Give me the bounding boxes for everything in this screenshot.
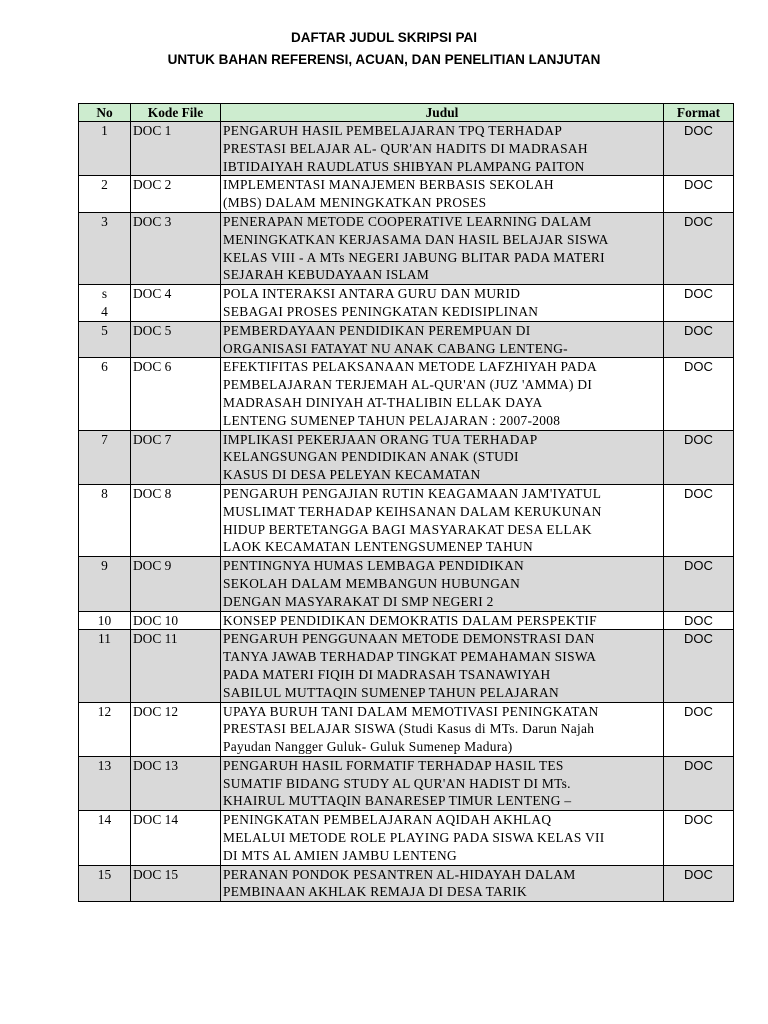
cell-kode: DOC 13 <box>131 756 221 810</box>
cell-judul: IMPLEMENTASI MANAJEMEN BERBASIS SEKOLAH (MBS) DALAM MENINGKATKAN PROSES <box>221 176 664 213</box>
cell-judul: UPAYA BURUH TANI DALAM MEMOTIVASI PENINGKATAN PRESTASI BELAJAR SISWA (Studi Kasus di MTs. Darun Najah Payudan Nangger Guluk- Guluk Sumenep Madura) <box>221 702 664 756</box>
cell-no: 3 <box>79 212 131 284</box>
cell-no: 10 <box>79 611 131 630</box>
cell-judul: PENGARUH HASIL PEMBELAJARAN TPQ TERHADAP PRESTASI BELAJAR AL- QUR'AN HADITS DI MADRASAH IBTIDAIYAH RAUDLATUS SHIBYAN PLAMPANG PAITON <box>221 122 664 176</box>
table-row <box>79 321 734 358</box>
cell-format: DOC <box>664 702 734 756</box>
cell-no: 6 <box>79 358 131 430</box>
cell-judul: KONSEP PENDIDIKAN DEMOKRATIS DALAM PERSPEKTIF <box>221 611 664 630</box>
cell-no: 5 <box>79 321 131 358</box>
cell-judul: EFEKTIFITAS PELAKSANAAN METODE LAFZHIYAH PADA PEMBELAJARAN TERJEMAH AL-QUR'AN (JUZ 'AMMA) DI MADRASAH DINIYAH AT-THALIBIN ELLAK DAYA LENTENG SUMENEP TAHUN PELAJARAN : 2007-2008 <box>221 358 664 430</box>
cell-format: DOC <box>664 176 734 213</box>
table-row <box>79 630 734 702</box>
table-row <box>79 811 734 865</box>
cell-judul: PENTINGNYA HUMAS LEMBAGA PENDIDIKAN SEKOLAH DALAM MEMBANGUN HUBUNGAN DENGAN MASYARAKAT DI SMP NEGERI 2 <box>221 557 664 611</box>
cell-kode: DOC 1 <box>131 122 221 176</box>
skripsi-table <box>78 103 734 902</box>
table-row <box>79 484 734 556</box>
table-row <box>79 611 734 630</box>
cell-kode: DOC 14 <box>131 811 221 865</box>
table-row <box>79 557 734 611</box>
cell-format: DOC <box>664 756 734 810</box>
cell-judul: PERANAN PONDOK PESANTREN AL-HIDAYAH DALAM PEMBINAAN AKHLAK REMAJA DI DESA TARIK <box>221 865 664 902</box>
cell-format: DOC <box>664 811 734 865</box>
header-no: No <box>79 104 131 122</box>
cell-kode: DOC 10 <box>131 611 221 630</box>
cell-kode: DOC 2 <box>131 176 221 213</box>
cell-format: DOC <box>664 430 734 484</box>
cell-kode: DOC 9 <box>131 557 221 611</box>
cell-kode: DOC 7 <box>131 430 221 484</box>
cell-format: DOC <box>664 321 734 358</box>
table-row <box>79 756 734 810</box>
cell-judul: PEMBERDAYAAN PENDIDIKAN PEREMPUAN DI ORGANISASI FATAYAT NU ANAK CABANG LENTENG- <box>221 321 664 358</box>
page-subtitle: UNTUK BAHAN REFERENSI, ACUAN, DAN PENELITIAN LANJUTAN <box>167 52 601 67</box>
table-row <box>79 122 734 176</box>
cell-judul: PENGARUH HASIL FORMATIF TERHADAP HASIL TES SUMATIF BIDANG STUDY AL QUR'AN HADIST DI MTs. KHAIRUL MUTTAQIN BANARESEP TIMUR LENTENG – <box>221 756 664 810</box>
cell-no: 14 <box>79 811 131 865</box>
cell-no: 8 <box>79 484 131 556</box>
cell-no: 15 <box>79 865 131 902</box>
page-title: DAFTAR JUDUL SKRIPSI PAI <box>290 30 477 45</box>
cell-judul: PENGARUH PENGGUNAAN METODE DEMONSTRASI DAN TANYA JAWAB TERHADAP TINGKAT PEMAHAMAN SISWA PADA MATERI FIQIH DI MADRASAH TSANAWIYAH SABILUL MUTTAQIN SUMENEP TAHUN PELAJARAN <box>221 630 664 702</box>
cell-format: DOC <box>664 557 734 611</box>
cell-kode: DOC 5 <box>131 321 221 358</box>
cell-kode: DOC 12 <box>131 702 221 756</box>
cell-kode: DOC 15 <box>131 865 221 902</box>
table-row <box>79 212 734 284</box>
table-row <box>79 702 734 756</box>
cell-format: DOC <box>664 611 734 630</box>
cell-judul: IMPLIKASI PEKERJAAN ORANG TUA TERHADAP KELANGSUNGAN PENDIDIKAN ANAK (STUDI KASUS DI DESA PELEYAN KECAMATAN <box>221 430 664 484</box>
cell-judul: PENGARUH PENGAJIAN RUTIN KEAGAMAAN JAM'IYATUL MUSLIMAT TERHADAP KEIHSANAN DALAM KERUKUNAN HIDUP BERTETANGGA BAGI MASYARAKAT DESA ELLAK LAOK KECAMATAN LENTENGSUMENEP TAHUN <box>221 484 664 556</box>
cell-format: DOC <box>664 285 734 322</box>
cell-kode: DOC 8 <box>131 484 221 556</box>
cell-no: 13 <box>79 756 131 810</box>
cell-format: DOC <box>664 865 734 902</box>
table-row <box>79 176 734 213</box>
cell-kode: DOC 6 <box>131 358 221 430</box>
cell-kode: DOC 4 <box>131 285 221 322</box>
cell-no: 12 <box>79 702 131 756</box>
cell-no: s 4 <box>79 285 131 322</box>
header-kode-file: Kode File <box>131 104 221 122</box>
cell-no: 7 <box>79 430 131 484</box>
cell-format: DOC <box>664 484 734 556</box>
cell-no: 11 <box>79 630 131 702</box>
cell-format: DOC <box>664 358 734 430</box>
cell-no: 2 <box>79 176 131 213</box>
cell-format: DOC <box>664 122 734 176</box>
cell-judul: PENERAPAN METODE COOPERATIVE LEARNING DALAM MENINGKATKAN KERJASAMA DAN HASIL BELAJAR SISWA KELAS VIII - A MTs NEGERI JABUNG BLITAR PADA MATERI SEJARAH KEBUDAYAAN ISLAM <box>221 212 664 284</box>
cell-kode: DOC 11 <box>131 630 221 702</box>
cell-judul: PENINGKATAN PEMBELAJARAN AQIDAH AKHLAQ MELALUI METODE ROLE PLAYING PADA SISWA KELAS VII DI MTS AL AMIEN JAMBU LENTENG <box>221 811 664 865</box>
header-format: Format <box>664 104 734 122</box>
cell-no: 9 <box>79 557 131 611</box>
cell-format: DOC <box>664 212 734 284</box>
table-row <box>79 865 734 902</box>
table-row <box>79 358 734 430</box>
cell-kode: DOC 3 <box>131 212 221 284</box>
table-header-row <box>79 104 734 122</box>
table-row <box>79 285 734 322</box>
cell-format: DOC <box>664 630 734 702</box>
cell-no: 1 <box>79 122 131 176</box>
cell-judul: POLA INTERAKSI ANTARA GURU DAN MURID SEBAGAI PROSES PENINGKATAN KEDISIPLINAN <box>221 285 664 322</box>
table-row <box>79 430 734 484</box>
header-judul: Judul <box>221 104 664 122</box>
